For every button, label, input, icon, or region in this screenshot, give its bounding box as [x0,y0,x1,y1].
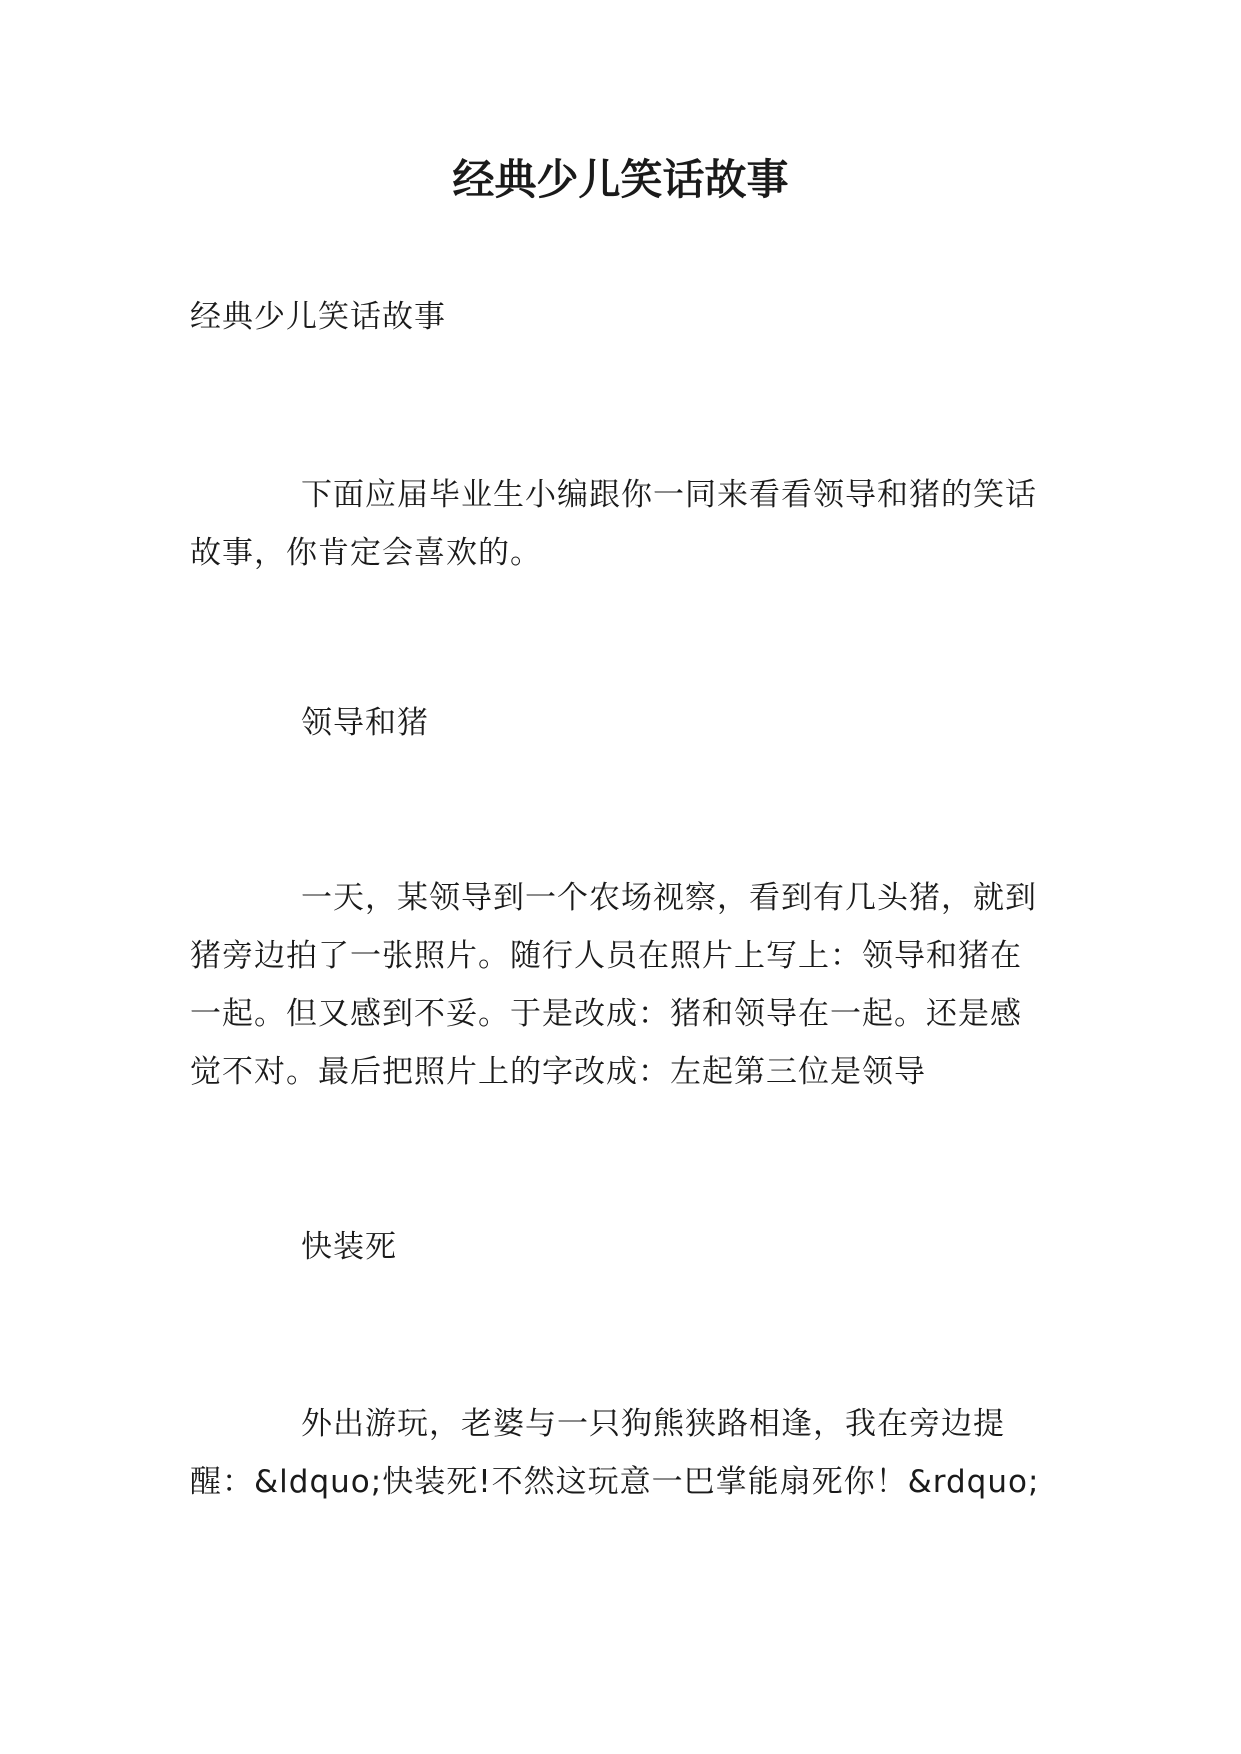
document-title: 经典少儿笑话故事 [452,155,789,204]
section-heading-play-dead: 快装死 [301,1229,397,1265]
subtitle-paragraph: 经典少儿笑话故事 [190,299,446,335]
story-paragraph-play-dead: 外出游玩，老婆与一只狗熊狭路相逢，我在旁边提醒：&ldquo;快装死!不然这玩意一巴掌能扇死你！&rdquo; [190,1406,1040,1500]
intro-paragraph: 下面应届毕业生小编跟你一同来看看领导和猪的笑话故事，你肯定会喜欢的。 [190,477,1037,571]
story-paragraph-leader-and-pig: 一天，某领导到一个农场视察，看到有几头猪，就到猪旁边拍了一张照片。随行人员在照片上写上：领导和猪在一起。但又感到不妥。于是改成：猪和领导在一起。还是感觉不对。最后把照片上的字改成：左起第三位是领导 [190,880,1037,1090]
section-heading-leader-and-pig: 领导和猪 [301,705,429,741]
